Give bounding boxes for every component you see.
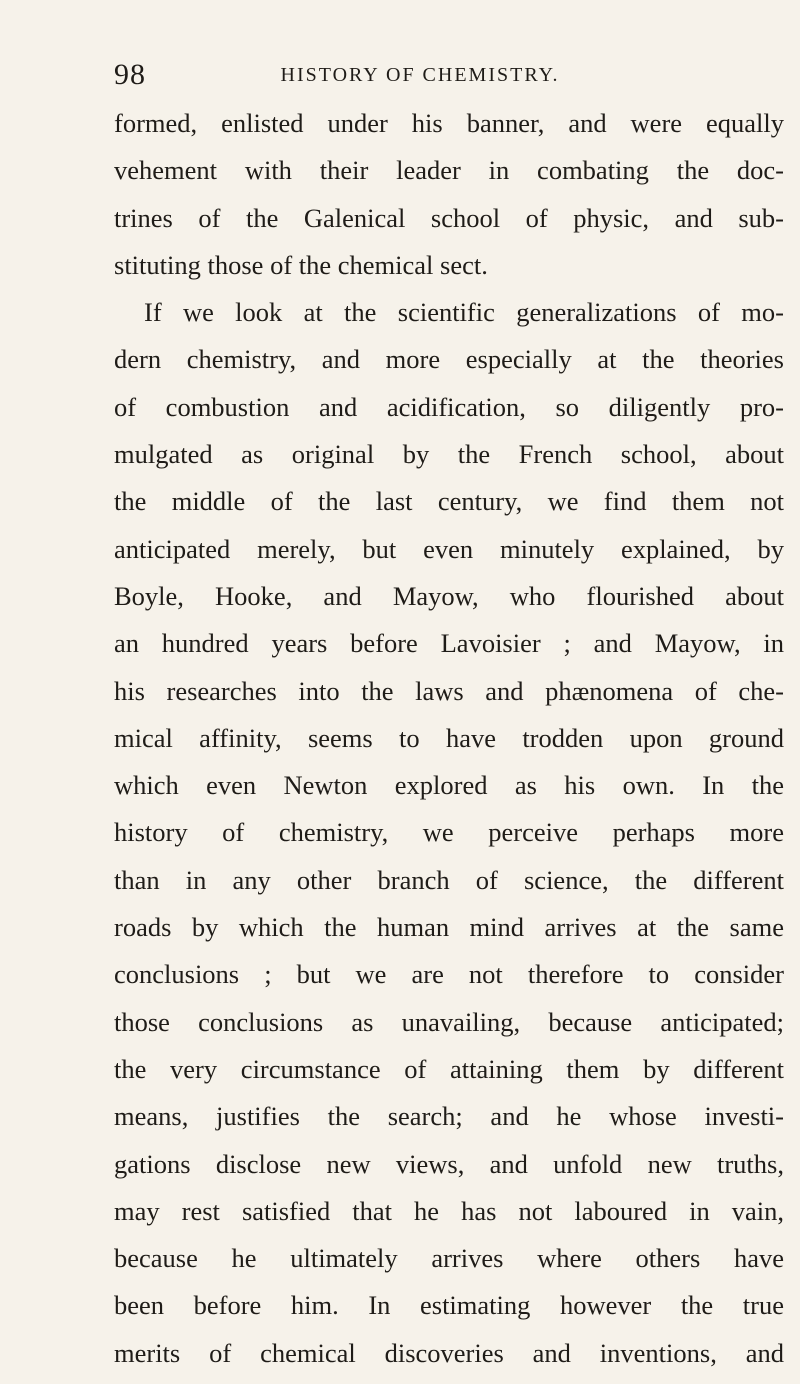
- text-line: been before him. In estimating however the true: [114, 1290, 784, 1321]
- text-line: than in any other branch of science, the different: [114, 864, 784, 895]
- text-line: because he ultimately arrives where others have: [114, 1243, 784, 1274]
- text-line: the middle of the last century, we find them not: [114, 486, 784, 517]
- text-line: mical affinity, seems to have trodden upon ground: [114, 722, 784, 753]
- body-text: [114, 100, 784, 1377]
- text-line: anticipated merely, but even minutely explained, by: [114, 533, 784, 564]
- text-line: conclusions ; but we are not therefore to consider: [114, 959, 784, 990]
- text-line: those conclusions as unavailing, because anticipated;: [114, 1006, 784, 1037]
- text-line: mulgated as original by the French school, about: [114, 439, 784, 470]
- text-line: of combustion and acidification, so diligently pro-: [114, 391, 784, 422]
- text-line: vehement with their leader in combating the doc-: [114, 155, 784, 186]
- text-line: may rest satisfied that he has not laboured in vain,: [114, 1195, 784, 1226]
- text-line: stituting those of the chemical sect.: [114, 249, 488, 280]
- text-line: trines of the Galenical school of physic, and sub-: [114, 202, 784, 233]
- text-line: his researches into the laws and phænomena of che-: [114, 675, 784, 706]
- text-line: Boyle, Hooke, and Mayow, who flourished about: [114, 580, 784, 611]
- text-line: the very circumstance of attaining them by different: [114, 1053, 784, 1084]
- text-line: roads by which the human mind arrives at the same: [114, 912, 784, 943]
- text-line: history of chemistry, we perceive perhaps more: [114, 817, 784, 848]
- text-line: formed, enlisted under his banner, and were equally: [114, 108, 784, 138]
- text-line: which even Newton explored as his own. In the: [114, 770, 784, 801]
- text-line: dern chemistry, and more especially at the theories: [114, 344, 784, 375]
- page-number: 98: [114, 58, 146, 91]
- text-line: merits of chemical discoveries and inventions, and: [114, 1337, 784, 1368]
- page-header: [0, 56, 800, 96]
- text-line: gations disclose new views, and unfold new truths,: [114, 1148, 784, 1179]
- running-head: HISTORY OF CHEMISTRY.: [280, 64, 560, 86]
- text-line: means, justifies the search; and he whose investi-: [114, 1101, 784, 1132]
- text-line: If we look at the scientific generalizations of mo-: [144, 297, 784, 328]
- text-line: an hundred years before Lavoisier ; and Mayow, in: [114, 628, 784, 659]
